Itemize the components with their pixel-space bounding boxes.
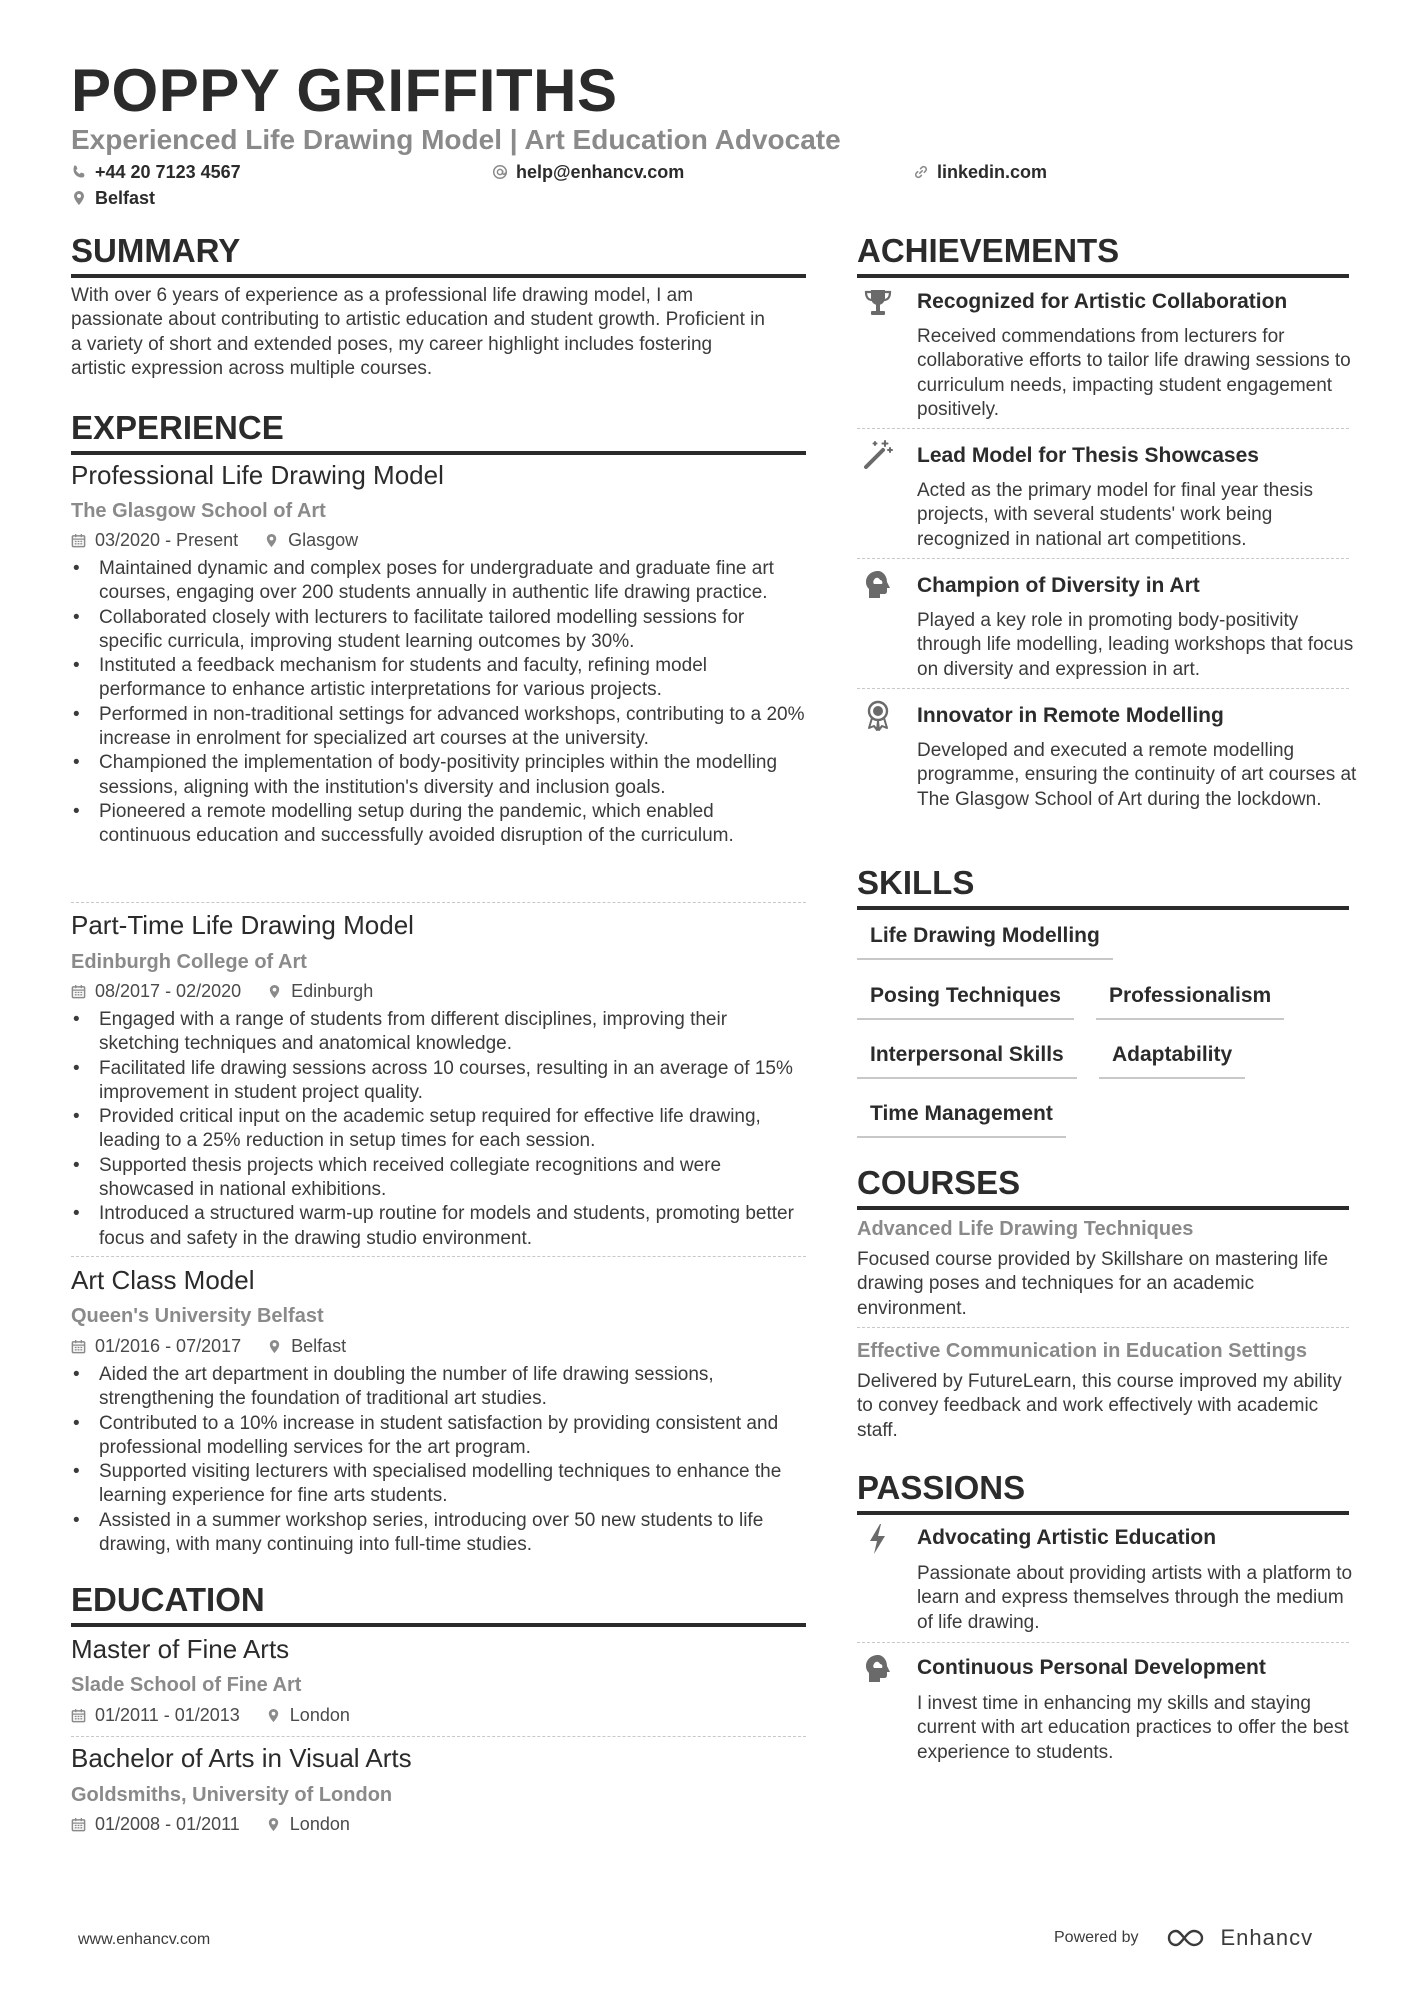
lightning-icon xyxy=(860,1521,896,1557)
education-location: London xyxy=(289,1814,350,1834)
at-icon xyxy=(492,164,508,180)
location-pin-icon xyxy=(264,533,279,548)
job-location: Belfast xyxy=(291,1336,347,1356)
brand-name: Enhancv xyxy=(1220,1925,1314,1950)
job-meta xyxy=(71,528,358,552)
list-item: • Performed in non-traditional settings for advanced workshops, contributing to a 20% increase in enrolment for specialized art courses at the university. xyxy=(71,703,806,752)
list-item: • Supported thesis projects which received collegiate recognitions and were showcased in national exhibitions. xyxy=(71,1154,806,1203)
list-item: • Engaged with a range of students from different disciplines, improving their sketching techniques and anatomical knowledge. xyxy=(71,1008,806,1057)
experience-heading: EXPERIENCE xyxy=(71,408,806,455)
contact-linkedin[interactable] xyxy=(913,160,1047,184)
candidate-headline: Experienced Life Drawing Model | Art Education Advocate xyxy=(71,124,841,155)
list-item: • Collaborated closely with lecturers to facilitate tailored modelling sessions for specific curricula, improving student learning outcomes by 30%. xyxy=(71,606,806,655)
education-heading: EDUCATION xyxy=(71,1580,806,1627)
course-desc: Focused course provided by Skillshare on mastering life drawing poses and techniques for an academic environment. xyxy=(857,1249,1329,1319)
divider xyxy=(857,1327,1349,1328)
calendar-icon xyxy=(71,1817,86,1832)
divider xyxy=(857,1642,1349,1643)
job-meta xyxy=(71,979,373,1003)
job-location: Edinburgh xyxy=(291,981,374,1001)
candidate-name: POPPY GRIFFITHS xyxy=(71,57,618,124)
courses-heading: COURSES xyxy=(857,1163,1349,1210)
divider xyxy=(71,1256,806,1257)
list-item: • Aided the art department in doubling the number of life drawing sessions, strengthening the foundation of traditional art studies. xyxy=(71,1363,806,1412)
job-title: Part-Time Life Drawing Model xyxy=(71,910,414,940)
passion-desc: Passionate about providing artists with a platform to learn and express themselves through the medium of life drawing. xyxy=(917,1563,1353,1633)
job-title: Professional Life Drawing Model xyxy=(71,460,444,490)
skills-heading: SKILLS xyxy=(857,863,1349,910)
head-icon xyxy=(860,1651,896,1687)
school-name: Slade School of Fine Art xyxy=(71,1674,302,1696)
link-icon xyxy=(913,164,929,180)
job-company: Edinburgh College of Art xyxy=(71,951,307,973)
award-badge-icon xyxy=(860,697,896,733)
phone-text: +44 20 7123 4567 xyxy=(95,162,241,182)
degree-title: Bachelor of Arts in Visual Arts xyxy=(71,1743,412,1773)
education-meta xyxy=(71,1703,350,1727)
job-dates: 03/2020 - Present xyxy=(95,530,239,550)
job-title: Art Class Model xyxy=(71,1265,255,1295)
job-bullets xyxy=(71,1363,806,1557)
location-pin-icon xyxy=(71,190,87,206)
education-dates: 01/2011 - 01/2013 xyxy=(95,1705,240,1725)
contact-email[interactable] xyxy=(492,160,684,184)
achievement-title: Lead Model for Thesis Showcases xyxy=(917,444,1259,467)
achievement-title: Recognized for Artistic Collaboration xyxy=(917,290,1288,313)
location-pin-icon xyxy=(267,984,282,999)
skill-tag: Posing Techniques xyxy=(857,982,1074,1020)
linkedin-text: linkedin.com xyxy=(937,162,1048,182)
job-meta xyxy=(71,1334,346,1358)
achievement-desc: Developed and executed a remote modelling programme, ensuring the continuity of art courses at The Glasgow School of Art during the lockdown. xyxy=(917,740,1357,810)
job-dates: 01/2016 - 07/2017 xyxy=(95,1336,242,1356)
list-item: • Assisted in a summer workshop series, introducing over 50 new students to life drawing, with many continuing into full-time studies. xyxy=(71,1509,806,1558)
contact-location xyxy=(71,186,155,210)
job-bullets xyxy=(71,1008,806,1251)
education-location: London xyxy=(289,1705,350,1725)
achievement-title: Champion of Diversity in Art xyxy=(917,574,1200,597)
skill-tag: Time Management xyxy=(857,1100,1066,1138)
job-company: The Glasgow School of Art xyxy=(71,500,326,522)
passion-desc: I invest time in enhancing my skills and staying current with art education practices to offer the best experience to students. xyxy=(917,1693,1349,1763)
passions-heading: PASSIONS xyxy=(857,1468,1349,1515)
list-item: • Championed the implementation of body-positivity principles within the modelling sessions, aligning with the institution's diversity and inclusion goals. xyxy=(71,751,806,800)
divider xyxy=(71,902,806,903)
course-desc: Delivered by FutureLearn, this course improved my ability to convey feedback and work effectively with academic staff. xyxy=(857,1371,1342,1441)
summary-text: With over 6 years of experience as a professional life drawing model, I am passionate about contributing to artistic education and student growth. Proficient in a variety of short and extended poses, my career highlight includes fostering artistic expression across multiple courses. xyxy=(71,285,765,379)
calendar-icon xyxy=(71,1339,86,1354)
powered-by-text: Powered by xyxy=(1054,1929,1139,1946)
contact-phone xyxy=(71,160,241,184)
job-location: Glasgow xyxy=(288,530,359,550)
school-name: Goldsmiths, University of London xyxy=(71,1784,393,1806)
job-bullets xyxy=(71,557,806,849)
achievement-title: Innovator in Remote Modelling xyxy=(917,704,1224,727)
course-title: Effective Communication in Education Settings xyxy=(857,1340,1308,1362)
list-item: • Instituted a feedback mechanism for students and faculty, refining model performance to enhance artistic interpretations for various projects. xyxy=(71,654,806,703)
divider xyxy=(857,428,1349,429)
enhancv-logo[interactable] xyxy=(1165,1925,1314,1951)
passion-title: Continuous Personal Development xyxy=(917,1656,1266,1679)
head-icon xyxy=(860,567,896,603)
achievement-desc: Played a key role in promoting body-positivity through life modelling, leading workshops that focus on diversity and expression in art. xyxy=(917,610,1354,680)
achievement-desc: Received commendations from lecturers for collaborative efforts to tailor life drawing sessions to curriculum needs, impacting student engagement positively. xyxy=(917,326,1351,420)
infinity-logo-icon xyxy=(1165,1926,1211,1950)
magic-wand-icon xyxy=(860,437,896,473)
job-company: Queen's University Belfast xyxy=(71,1305,324,1327)
skill-tag: Life Drawing Modelling xyxy=(857,922,1113,960)
list-item: • Introduced a structured warm-up routine for models and students, promoting better focus and safety in the drawing studio environment. xyxy=(71,1202,806,1251)
calendar-icon xyxy=(71,984,86,999)
skill-tag: Interpersonal Skills xyxy=(857,1041,1077,1079)
achievement-desc: Acted as the primary model for final year thesis projects, with several students' work being recognized in national art competitions. xyxy=(917,480,1314,550)
course-title: Advanced Life Drawing Techniques xyxy=(857,1218,1194,1240)
list-item: • Supported visiting lecturers with specialised modelling techniques to enhance the learning experience for fine arts students. xyxy=(71,1460,806,1509)
list-item: • Pioneered a remote modelling setup during the pandemic, which enabled continuous education and successfully avoided disruption of the curriculum. xyxy=(71,800,806,849)
location-pin-icon xyxy=(267,1339,282,1354)
education-dates: 01/2008 - 01/2011 xyxy=(95,1814,240,1834)
achievements-heading: ACHIEVEMENTS xyxy=(857,231,1349,278)
trophy-icon xyxy=(860,285,896,321)
calendar-icon xyxy=(71,1708,86,1723)
passion-title: Advocating Artistic Education xyxy=(917,1526,1217,1549)
list-item: • Facilitated life drawing sessions across 10 courses, resulting in an average of 15% improvement in student project quality. xyxy=(71,1057,806,1106)
divider xyxy=(71,1736,806,1737)
phone-icon xyxy=(71,164,87,180)
divider xyxy=(857,688,1349,689)
footer-branding xyxy=(1054,1925,1313,1951)
summary-heading: SUMMARY xyxy=(71,231,806,278)
list-item: • Contributed to a 10% increase in student satisfaction by providing consistent and professional modelling services for the art program. xyxy=(71,1412,806,1461)
footer-website[interactable]: www.enhancv.com xyxy=(78,1931,211,1948)
list-item: • Maintained dynamic and complex poses for undergraduate and graduate fine art courses, engaging over 200 students annually in authentic life drawing practice. xyxy=(71,557,806,606)
location-pin-icon xyxy=(266,1708,281,1723)
job-dates: 08/2017 - 02/2020 xyxy=(95,981,242,1001)
skill-tag: Adaptability xyxy=(1099,1041,1245,1079)
skill-tag: Professionalism xyxy=(1096,982,1284,1020)
location-text: Belfast xyxy=(95,188,156,208)
location-pin-icon xyxy=(266,1817,281,1832)
email-text: help@enhancv.com xyxy=(516,162,685,182)
list-item: • Provided critical input on the academic setup required for effective life drawing, leading to a 25% reduction in setup times for each session. xyxy=(71,1105,806,1154)
education-meta xyxy=(71,1812,350,1836)
calendar-icon xyxy=(71,533,86,548)
degree-title: Master of Fine Arts xyxy=(71,1634,290,1664)
divider xyxy=(857,558,1349,559)
